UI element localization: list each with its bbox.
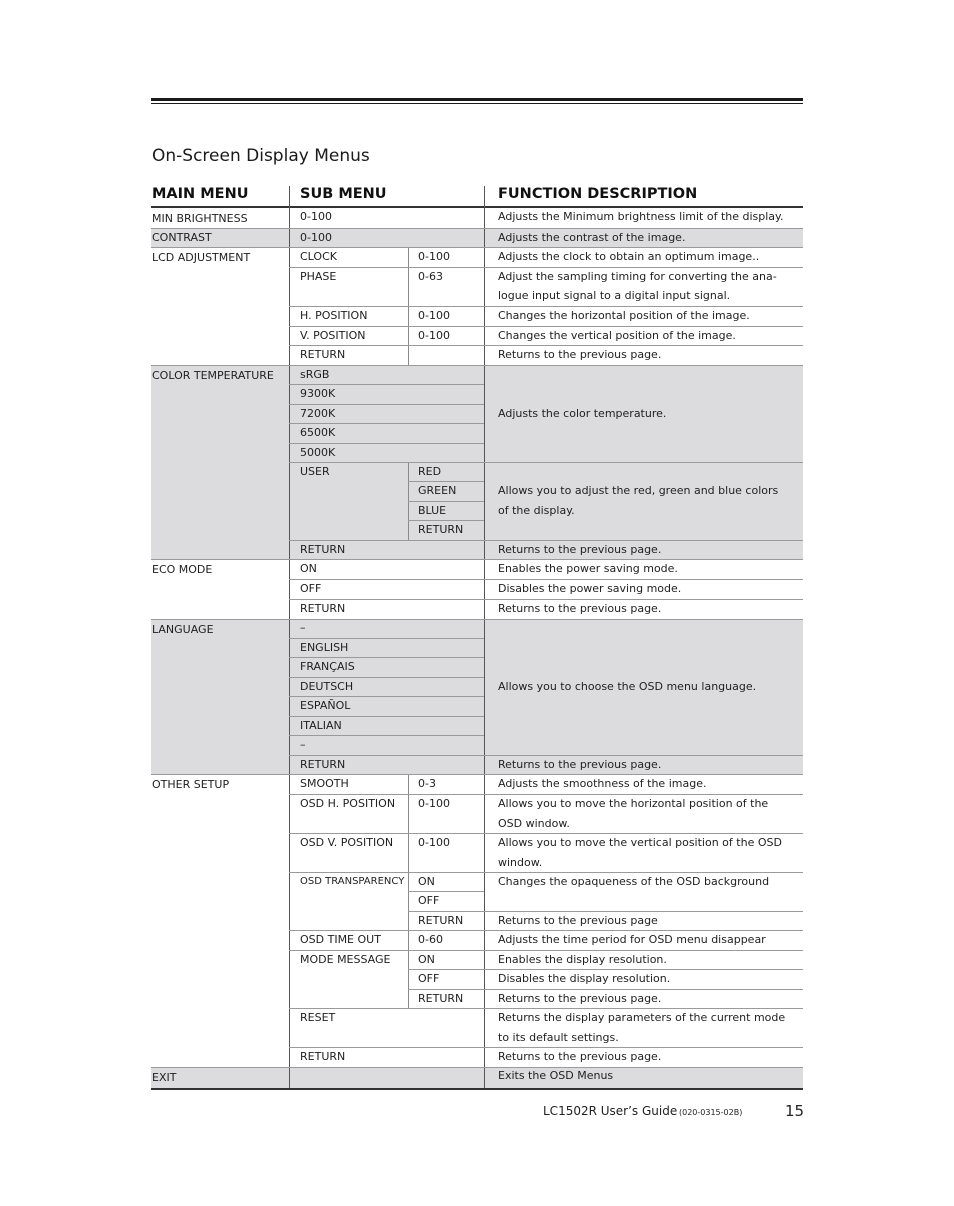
sub-menu-label: ON bbox=[300, 562, 317, 575]
function-description: Exits the OSD Menus bbox=[498, 1069, 614, 1082]
value-option: ON bbox=[418, 953, 435, 966]
sub-menu-label: 6500K bbox=[300, 426, 336, 439]
page-number: 15 bbox=[785, 1102, 805, 1120]
main-menu-label: EXIT bbox=[152, 1071, 177, 1084]
value-range: 0-100 bbox=[418, 309, 450, 322]
main-menu-label: LCD ADJUSTMENT bbox=[152, 251, 251, 264]
main-menu-label: OTHER SETUP bbox=[152, 778, 230, 791]
sub-menu-label: OSD TRANSPARENCY bbox=[300, 876, 405, 887]
function-description: Adjusts the smoothness of the image. bbox=[498, 777, 707, 790]
sub-menu-label: – bbox=[300, 738, 306, 751]
row-line bbox=[151, 228, 803, 229]
function-description: Changes the horizontal position of the image. bbox=[498, 309, 750, 322]
value-range: 0-100 bbox=[418, 329, 450, 342]
function-description: of the display. bbox=[498, 504, 575, 517]
header-main-menu: MAIN MENU bbox=[152, 186, 249, 202]
function-description: logue input signal to a digital input signal. bbox=[498, 289, 731, 302]
sub-menu-label: MODE MESSAGE bbox=[300, 953, 391, 966]
row-line bbox=[289, 462, 803, 463]
main-menu-label: COLOR TEMPERATURE bbox=[152, 369, 274, 382]
sub-menu-label: RETURN bbox=[300, 348, 346, 361]
sub-menu-label: DEUTSCH bbox=[300, 680, 354, 693]
sub-menu-label: 0-100 bbox=[300, 231, 332, 244]
sub-menu-label: ITALIAN bbox=[300, 719, 342, 732]
value-range: 0-3 bbox=[418, 777, 436, 790]
shade-exit bbox=[151, 1067, 803, 1088]
main-menu-label: LANGUAGE bbox=[152, 623, 214, 636]
function-description: Changes the opaqueness of the OSD background bbox=[498, 875, 770, 888]
function-description: Disables the display resolution. bbox=[498, 972, 671, 985]
header-function-description: FUNCTION DESCRIPTION bbox=[498, 186, 698, 202]
function-description: Adjusts the clock to obtain an optimum image.. bbox=[498, 250, 760, 263]
sub-menu-label: sRGB bbox=[300, 368, 330, 381]
function-description: Enables the power saving mode. bbox=[498, 562, 678, 575]
top-rule-thin bbox=[151, 103, 803, 104]
sub-menu-label: RESET bbox=[300, 1011, 336, 1024]
sub-menu-label: 9300K bbox=[300, 387, 336, 400]
function-description: Returns to the previous page. bbox=[498, 543, 662, 556]
sub-menu-label: 7200K bbox=[300, 407, 336, 420]
main-menu-label: ECO MODE bbox=[152, 563, 213, 576]
value-range: 0-100 bbox=[418, 836, 450, 849]
main-menu-label: CONTRAST bbox=[152, 231, 212, 244]
function-description: Returns to the previous page. bbox=[498, 992, 662, 1005]
sub-menu-label: H. POSITION bbox=[300, 309, 368, 322]
value-option: GREEN bbox=[418, 484, 457, 497]
value-range: 0-100 bbox=[418, 250, 450, 263]
sub-menu-label: FRANÇAIS bbox=[300, 660, 355, 673]
function-description: Adjusts the Minimum brightness limit of the display. bbox=[498, 210, 784, 223]
function-description: Disables the power saving mode. bbox=[498, 582, 682, 595]
sub-menu-label: V. POSITION bbox=[300, 329, 366, 342]
function-description: window. bbox=[498, 856, 543, 869]
function-description: Returns to the previous page. bbox=[498, 1050, 662, 1063]
function-description: to its default settings. bbox=[498, 1031, 619, 1044]
function-description: Adjusts the color temperature. bbox=[498, 407, 667, 420]
function-description: Adjusts the contrast of the image. bbox=[498, 231, 686, 244]
value-option: RETURN bbox=[418, 992, 464, 1005]
top-rule bbox=[151, 98, 803, 101]
sub-menu-label: SMOOTH bbox=[300, 777, 349, 790]
page-title: On-Screen Display Menus bbox=[152, 146, 370, 166]
value-option: OFF bbox=[418, 894, 440, 907]
sub-menu-label: ESPAÑOL bbox=[300, 699, 351, 712]
sub-menu-label: RETURN bbox=[300, 602, 346, 615]
sub-menu-label: RETURN bbox=[300, 1050, 346, 1063]
function-description: Returns to the previous page. bbox=[498, 602, 662, 615]
main-menu-label: MIN BRIGHTNESS bbox=[152, 212, 248, 225]
sub-menu-label: – bbox=[300, 621, 306, 634]
value-option: ON bbox=[418, 875, 435, 888]
function-description: Allows you to choose the OSD menu language. bbox=[498, 680, 757, 693]
sub-menu-label: ENGLISH bbox=[300, 641, 349, 654]
row-line bbox=[151, 559, 803, 560]
function-description: Enables the display resolution. bbox=[498, 953, 667, 966]
sub-menu-label: OSD V. POSITION bbox=[300, 836, 394, 849]
row-line bbox=[151, 1067, 803, 1068]
shade-contrast bbox=[151, 228, 803, 247]
function-description: Changes the vertical position of the image. bbox=[498, 329, 736, 342]
function-description: Allows you to move the horizontal position of the bbox=[498, 797, 769, 810]
footer-guide-title: LC1502R User’s Guide bbox=[543, 1104, 678, 1118]
table-bottom-rule bbox=[151, 1088, 803, 1090]
function-description: Allows you to adjust the red, green and blue colors bbox=[498, 484, 779, 497]
value-range: 0-100 bbox=[418, 797, 450, 810]
sub-menu-label: 5000K bbox=[300, 446, 336, 459]
function-description: Adjusts the time period for OSD menu disappear bbox=[498, 933, 766, 946]
function-description: Returns to the previous page. bbox=[498, 758, 662, 771]
function-description: Returns to the previous page bbox=[498, 914, 658, 927]
value-option: RETURN bbox=[418, 523, 464, 536]
value-option: OFF bbox=[418, 972, 440, 985]
value-option: BLUE bbox=[418, 504, 447, 517]
function-description: Allows you to move the vertical position of the OSD bbox=[498, 836, 782, 849]
sub-menu-label: PHASE bbox=[300, 270, 337, 283]
function-description: Returns the display parameters of the current mode bbox=[498, 1011, 786, 1024]
sub-menu-label: OSD TIME OUT bbox=[300, 933, 381, 946]
sub-menu-label: OSD H. POSITION bbox=[300, 797, 396, 810]
sub-menu-label: OFF bbox=[300, 582, 322, 595]
value-range: 0-60 bbox=[418, 933, 443, 946]
function-description: OSD window. bbox=[498, 817, 570, 830]
value-option: RED bbox=[418, 465, 442, 478]
sub-menu-label: RETURN bbox=[300, 543, 346, 556]
value-option: RETURN bbox=[418, 914, 464, 927]
value-range: 0-63 bbox=[418, 270, 443, 283]
function-description: Adjust the sampling timing for converting the ana- bbox=[498, 270, 777, 283]
col-divider-desc bbox=[484, 186, 485, 1089]
sub-menu-label: USER bbox=[300, 465, 330, 478]
sub-menu-label: 0-100 bbox=[300, 210, 332, 223]
sub-menu-label: CLOCK bbox=[300, 250, 337, 263]
footer-doc-code: (020-0315-02B) bbox=[679, 1108, 743, 1117]
row-line bbox=[151, 619, 803, 620]
sub-menu-label: RETURN bbox=[300, 758, 346, 771]
header-sub-menu: SUB MENU bbox=[300, 186, 387, 202]
function-description: Returns to the previous page. bbox=[498, 348, 662, 361]
